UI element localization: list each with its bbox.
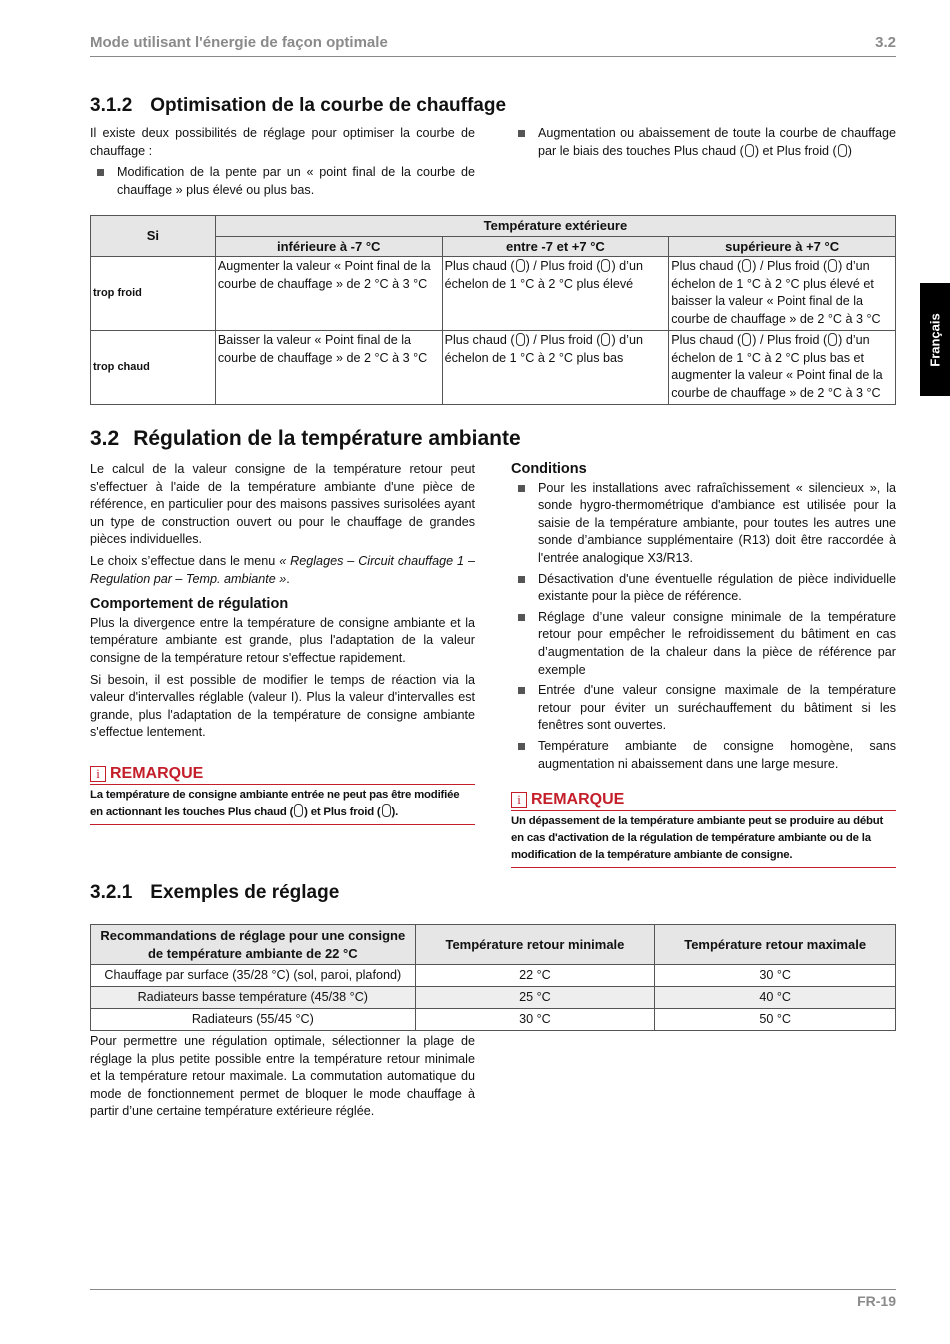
paragraph-text: . xyxy=(286,571,290,586)
heating-curve-table xyxy=(90,215,896,405)
bullet-icon xyxy=(518,614,525,621)
list-item xyxy=(511,125,896,160)
cell-text: ) / Plus froid ( xyxy=(525,333,601,348)
list-item-text: Réglage d’une valeur consigne minimale de la température retour pour empêcher le refroidissement du bâtiment en cas d’augmentation de la chaleur dans la pièce de référence par exemple xyxy=(538,609,896,677)
table-cell: 50 °C xyxy=(655,1009,896,1031)
table-row xyxy=(91,257,896,331)
hand-down-icon xyxy=(382,804,391,817)
list-item xyxy=(511,609,896,679)
section-312-number: 3.1.2 xyxy=(90,95,133,116)
list-item xyxy=(511,682,896,735)
table-cell: Baisser la valeur « Point final de la courbe de chauffage » de 2 °C à 3 °C xyxy=(215,331,442,405)
remark-body xyxy=(90,785,475,825)
table-cell: Chauffage par surface (35/28 °C) (sol, paroi, plafond) xyxy=(91,965,416,987)
table-row xyxy=(91,1009,896,1031)
list-item-text: Température ambiante de consigne homogène, sans augmentation ni abaissement dans une large mesure. xyxy=(538,738,896,771)
bullet-icon xyxy=(518,687,525,694)
list-item xyxy=(511,480,896,568)
section-321-text xyxy=(90,1033,475,1125)
cell-text: ) / Plus froid ( xyxy=(525,259,601,274)
bullet-icon xyxy=(518,485,525,492)
table-cell: 25 °C xyxy=(415,987,655,1009)
section-312-title: Optimisation de la courbe de chauffage xyxy=(150,95,507,116)
hand-up-icon xyxy=(742,333,751,346)
list-item-text: Augmentation ou abaissement de toute la courbe de chauffage par le biais des touches Plus chaud ( xyxy=(538,126,896,158)
page-footer xyxy=(90,1289,896,1309)
subheading-comportement: Comportement de régulation xyxy=(90,596,289,613)
remark-text: La température de consigne ambiante entrée ne peut pas être modifiée en actionnant les touches Plus chaud ( xyxy=(90,789,460,818)
table-header-col2: entre -7 et +7 °C xyxy=(442,236,669,257)
paragraph xyxy=(90,553,475,588)
list-item xyxy=(511,738,896,773)
section-32-right-column xyxy=(511,461,896,776)
table-header: Recommandations de réglage pour une consigne de température ambiante de 22 °C xyxy=(91,925,416,965)
hand-up-icon xyxy=(516,259,525,272)
section-312-heading xyxy=(90,95,506,117)
section-321-heading xyxy=(90,882,339,904)
row-label: trop froid xyxy=(91,257,216,331)
list-item-text: ) et Plus froid ( xyxy=(754,143,837,158)
section-32-heading xyxy=(90,427,521,451)
cell-text: ) / Plus froid ( xyxy=(752,333,828,348)
bullet-icon xyxy=(518,743,525,750)
subheading-conditions: Conditions xyxy=(511,461,587,477)
remark-box-2 xyxy=(511,790,896,868)
hand-up-icon xyxy=(516,333,525,346)
remark-title-text: REMARQUE xyxy=(110,765,204,782)
paragraph: Pour permettre une régulation optimale, sélectionner la plage de réglage la plus petite possible entre la température retour minimale et la température retour maximale. La commutation automatique du mode de fonctionnement permet de bloquer le mode chauffage à partir d’une certaine température extérieure réglée. xyxy=(90,1034,475,1119)
cell-text: ) d’un échelon de 1 °C à 2 °C plus élevé xyxy=(444,259,643,291)
table-cell: 22 °C xyxy=(415,965,655,987)
list-item xyxy=(511,571,896,606)
list-item-text: Pour les installations avec rafraîchissement « silencieux », la sonde hygro-thermométrique d'ambiance est utilisée pour la saisie de la température ambiante, pour toutes les autres une sonde d’ambiance supplémentaire (R13) doit être raccordée à l'entrée analogique X3/R13. xyxy=(538,480,896,565)
section-312-right-column xyxy=(511,125,896,163)
table-row xyxy=(91,965,896,987)
paragraph: Si besoin, il est possible de modifier le temps de réaction via la valeur d'intervalles réglable (valeur I). Plus la valeur d'intervalles est grande, plus l'adaptation de la température de consigne ambiante s'effectue lentement. xyxy=(90,672,475,740)
remark-title xyxy=(511,790,896,811)
table-cell xyxy=(669,257,896,331)
table-header: Température retour minimale xyxy=(415,925,655,965)
cell-text: Plus chaud ( xyxy=(444,259,515,274)
table-cell: Radiateurs (55/45 °C) xyxy=(91,1009,416,1031)
table-cell xyxy=(669,331,896,405)
header-section: 3.2 xyxy=(875,34,896,51)
list-item-text: Désactivation d'une éventuelle régulation de pièce individuelle existante pour la pièce de référence. xyxy=(538,571,896,604)
table-cell: 30 °C xyxy=(655,965,896,987)
hand-down-icon xyxy=(838,144,847,157)
menu-path: « Reglages – Circuit chauffage 1 – Regulation par – Temp. ambiante » xyxy=(90,553,475,586)
remark-text: ) et Plus froid ( xyxy=(304,806,381,818)
cell-text: Plus chaud ( xyxy=(671,333,742,348)
remark-body: Un dépassement de la température ambiante peut se produire au début en cas d'activation de la régulation de température ambiante ou de la modification de la température ambiante de consigne. xyxy=(511,811,896,868)
page-header xyxy=(90,34,896,57)
cell-text: ) / Plus froid ( xyxy=(752,259,828,274)
remark-title xyxy=(90,764,475,785)
cell-text: ) d’un échelon de 1 °C à 2 °C plus bas et augmenter la valeur « Point final de la courbe de chauffage » de 2 °C à 3 °C xyxy=(671,333,883,400)
paragraph: Plus la divergence entre la température de consigne ambiante et la température ambiante est grande, plus l'adaptation de la valeur consigne de la température retour s'effectue rapidement. xyxy=(90,615,475,665)
table-cell: Radiateurs basse température (45/38 °C) xyxy=(91,987,416,1009)
hand-down-icon xyxy=(601,333,610,346)
hand-up-icon xyxy=(745,144,754,157)
settings-examples-table xyxy=(90,924,896,1031)
table-cell xyxy=(442,331,669,405)
section-321-number: 3.2.1 xyxy=(90,882,133,903)
list-item xyxy=(90,164,475,199)
section-312-left-column xyxy=(90,125,475,202)
table-cell xyxy=(442,257,669,331)
section-312-intro: Il existe deux possibilités de réglage pour optimiser la courbe de chauffage : xyxy=(90,126,475,158)
cell-text: ) d’un échelon de 1 °C à 2 °C plus bas xyxy=(444,333,643,365)
bullet-icon xyxy=(97,169,104,176)
list-item-text: Modification de la pente par un « point final de la courbe de chauffage » plus élevé ou plus bas. xyxy=(117,165,475,197)
list-item-text: ) xyxy=(847,143,852,158)
section-321-title: Exemples de réglage xyxy=(150,882,340,903)
table-row xyxy=(91,987,896,1009)
section-32-left-column xyxy=(90,461,475,746)
hand-down-icon xyxy=(828,259,837,272)
list-item-text: Entrée d'une valeur consigne maximale de la température retour pour éviter un suréchauffement du bâtiment si les fenêtres sont ouvertes. xyxy=(538,683,896,733)
section-32-number: 3.2 xyxy=(90,427,120,450)
table-cell: Augmenter la valeur « Point final de la courbe de chauffage » de 2 °C à 3 °C xyxy=(215,257,442,331)
table-cell: 40 °C xyxy=(655,987,896,1009)
hand-down-icon xyxy=(601,259,610,272)
row-label: trop chaud xyxy=(91,331,216,405)
table-header: Température retour maximale xyxy=(655,925,896,965)
cell-text: ) d’un échelon de 1 °C à 2 °C plus élevé et baisser la valeur « Point final de la courbe de chauffage » de 2 °C à 3 °C xyxy=(671,259,881,326)
page-number: FR-19 xyxy=(857,1293,896,1309)
paragraph: Le calcul de la valeur consigne de la température retour peut s'effectuer à l'aide de la température ambiante d'une pièce de référence, en particulier pour des maisons passives surisolées ayant un type de construction ouvert ou pour le chauffage de grandes pièces individuelles. xyxy=(90,462,475,547)
bullet-icon xyxy=(518,130,525,137)
hand-up-icon xyxy=(742,259,751,272)
header-title: Mode utilisant l'énergie de façon optimale xyxy=(90,34,388,51)
table-header-si: Si xyxy=(91,216,216,257)
table-header-temp-ext: Température extérieure xyxy=(215,216,895,237)
remark-title-text: REMARQUE xyxy=(531,791,625,808)
table-header-col3: supérieure à +7 °C xyxy=(669,236,896,257)
cell-text: Plus chaud ( xyxy=(444,333,515,348)
cell-text: Plus chaud ( xyxy=(671,259,742,274)
remark-box-1 xyxy=(90,764,475,825)
table-header-col1: inférieure à -7 °C xyxy=(215,236,442,257)
info-icon: i xyxy=(90,766,106,782)
hand-down-icon xyxy=(828,333,837,346)
bullet-icon xyxy=(518,576,525,583)
table-row xyxy=(91,331,896,405)
hand-up-icon xyxy=(294,804,303,817)
language-tab-label: Français xyxy=(927,312,943,367)
language-tab xyxy=(920,283,950,396)
section-32-title: Régulation de la température ambiante xyxy=(133,427,521,450)
table-cell: 30 °C xyxy=(415,1009,655,1031)
remark-text: ). xyxy=(391,806,399,818)
paragraph-text: Le choix s’effectue dans le menu xyxy=(90,553,280,568)
info-icon: i xyxy=(511,792,527,808)
